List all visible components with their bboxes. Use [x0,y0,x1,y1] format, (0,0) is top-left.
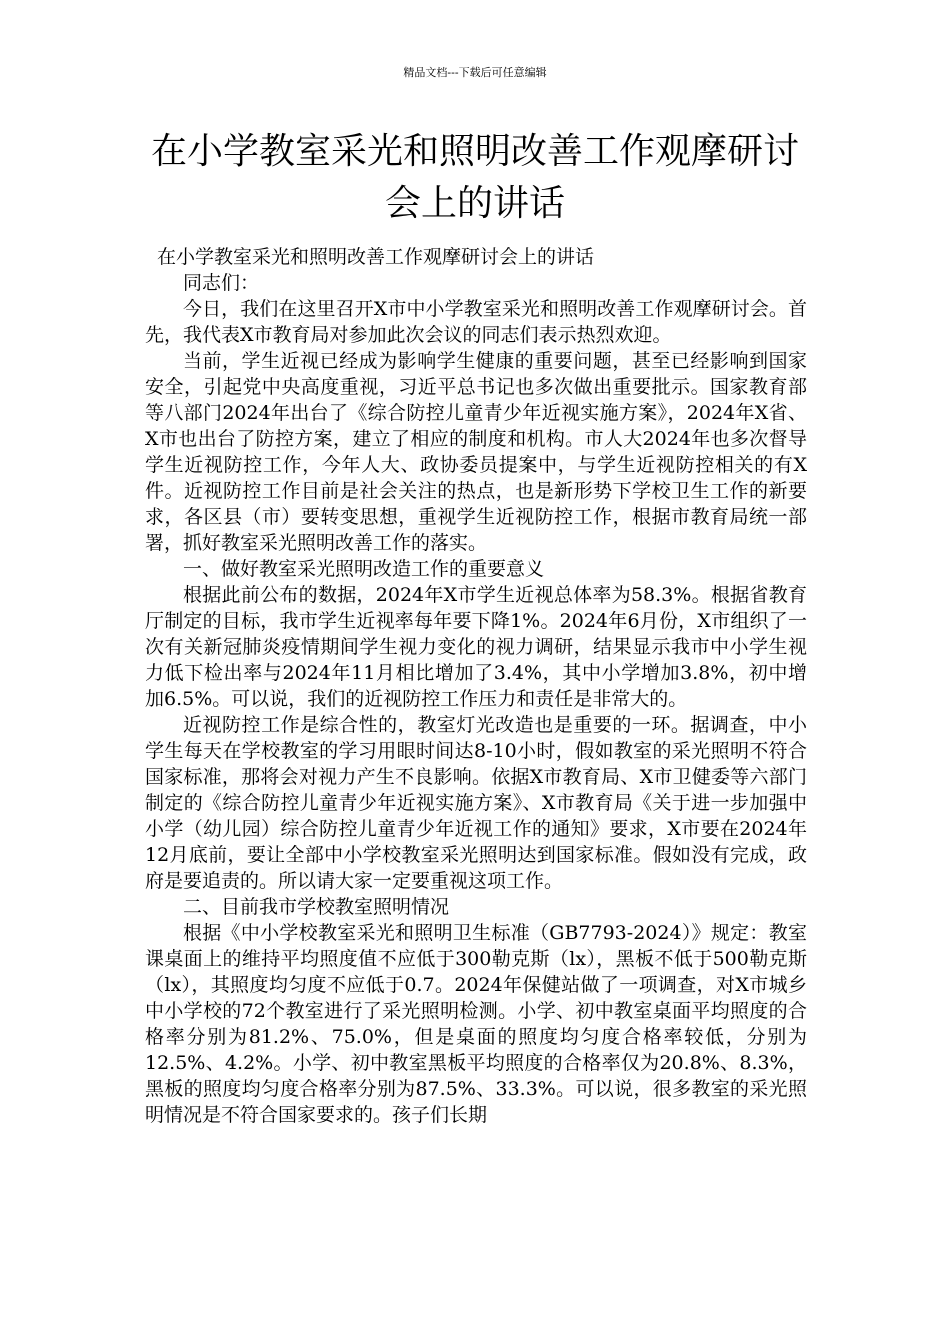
document-body [145,244,807,1128]
document-title: 在小学教室采光和照明改善工作观摩研讨会上的讲话 [150,131,799,224]
paragraph-background: 当前，学生近视已经成为影响学生健康的重要问题，甚至已经影响到国家安全，引起党中央高度重视，习近平总书记也多次做出重要批示。国家教育部等八部门2024年出台了《综合防控儿童青少年近视实施方案》，2024年X省、X市也出台了防控方案，建立了相应的制度和机构。市人大2024年也多次督导学生近视防控工作，今年人大、政协委员提案中，与学生近视防控相关的有X件。近视防控工作目前是社会关注的热点，也是新形势下学校卫生工作的新要求，各区县（市）要转变思想，重视学生近视防控工作，根据市教育局统一部署，抓好教室采光照明改善工作的落实。 [145,350,807,554]
section-heading-2: 二、目前我市学校教室照明情况 [183,896,450,918]
paragraph-lighting: 近视防控工作是综合性的，教室灯光改造也是重要的一环。据调查，中小学生每天在学校教室的学习用眼时间达8-10小时，假如教室的采光照明不符合国家标准，那将会对视力产生不良影响。依据X市教育局、X市卫健委等六部门制定的《综合防控儿童青少年近视实施方案》、X市教育局《关于进一步加强中小学（幼儿园）综合防控儿童青少年近视工作的通知》要求，X市要在2024年12月底前，要让全部中小学校教室采光照明达到国家标准。假如没有完成，政府是要追责的。所以请大家一定要重视这项工作。 [145,714,807,892]
document-subtitle: 在小学教室采光和照明改善工作观摩研讨会上的讲话 [157,246,595,268]
salutation: 同志们： [183,272,260,294]
section-heading-1: 一、做好教室采光照明改造工作的重要意义 [183,558,545,580]
paragraph-standard: 根据《中小学校教室采光和照明卫生标准（GB7793-2024）》规定：教室课桌面上的维持平均照度值不应低于300勒克斯（lx），黑板不低于500勒克斯（lx），其照度均匀度不应低于0.7。2024年保健站做了一项调查，对X市城乡中小学校的72个教室进行了采光照明检测。小学、初中教室桌面平均照度的合格率分别为81.2%、75.0%，但是桌面的照度均匀度合格率较低，分别为12.5%、4.2%。小学、初中教室黑板平均照度的合格率仅为20.8%、8.3%，黑板的照度均匀度合格率分别为87.5%、33.3%。可以说，很多教室的采光照明情况是不符合国家要求的。孩子们长期 [145,922,807,1126]
page-header-note: 精品文档---下载后可任意编辑 [403,66,547,79]
paragraph-opening: 今日，我们在这里召开X市中小学教室采光和照明改善工作观摩研讨会。首先，我代表X市教育局对参加此次会议的同志们表示热烈欢迎。 [145,298,807,346]
paragraph-data: 根据此前公布的数据，2024年X市学生近视总体率为58.3%。根据省教育厅制定的目标，我市学生近视率每年要下降1%。2024年6月份，X市组织了一次有关新冠肺炎疫情期间学生视力变化的视力调研，结果显示我市中小学生视力低下检出率与2024年11月相比增加了3.4%，其中小学增加3.8%，初中增加6.5%。可以说，我们的近视防控工作压力和责任是非常大的。 [145,584,807,710]
